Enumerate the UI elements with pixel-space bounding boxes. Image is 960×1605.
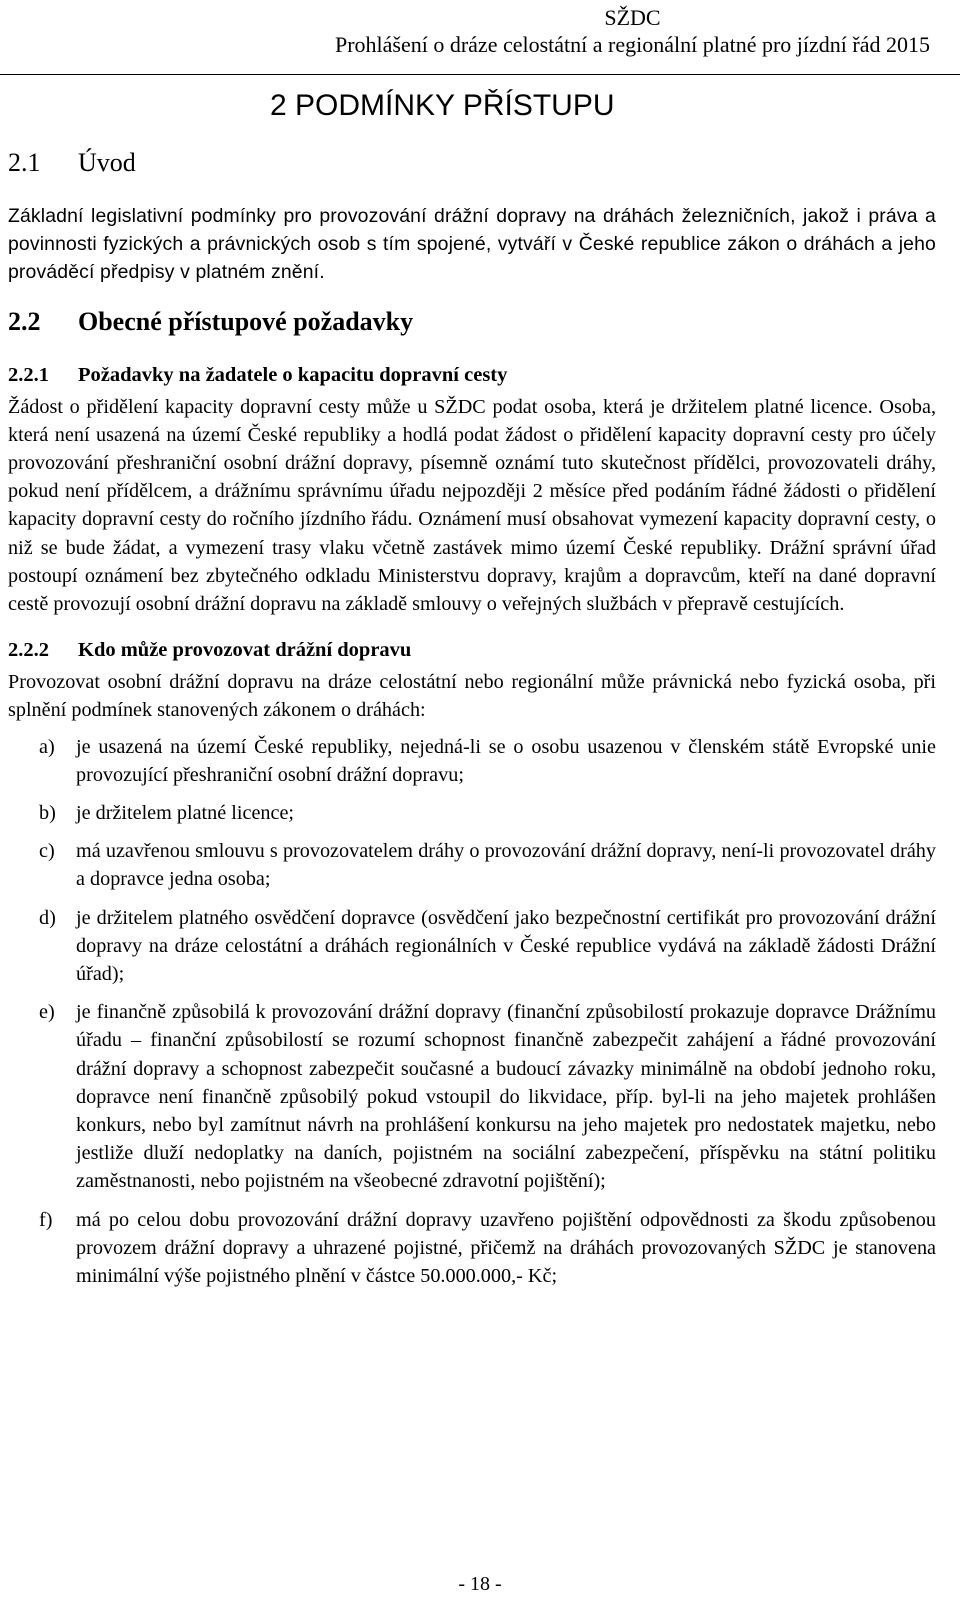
section-number: 2.1 [8,148,41,177]
section-number: 2.2 [8,306,41,336]
list-item-text: je držitelem platného osvědčení dopravce (osvědčení jako bezpečnostní certifikát pro provozování drážní dopravy na dráze celostátní a dráhách regionálních v České republice vydává na základě žádosti Drážní úřad); [76,906,936,986]
page-content [8,146,936,1300]
list-item-text: je finančně způsobilá k provozování drážní dopravy (finanční způsobilostí prokazuje dopravce Drážnímu úřadu – finanční způsobilostí se rozumí schopnost finančně zabezpečit zahájení a řádné provozování drážní dopravy a schopnost zabezpečit současné a budoucí závazky minimálně na období jednoho roku, dopravce není finančně způsobilý pokud vstoupil do likvidace, příp. byl-li na jeho majetek prohlášen konkurs, nebo byl zamítnut návrh na prohlášení konkursu na jeho majetek pro nedostatek majetku, nebo jestliže dluží nedoplatky na daních, pojistném na sociální zabezpečení, příspěvku na státní politiku zaměstnanosti, nebo pojistném na všeobecné zdravotní pojištění); [76,1001,936,1193]
list-marker: d) [39,906,56,929]
intro-paragraph: Základní legislativní podmínky pro provozování drážní dopravy na dráhách železničních, jakož i práva a povinnosti fyzických a právnických osob s tím spojené, vytváří v České republice zákon o dráhách a jeho prováděcí předpisy v platném znění. [8,205,936,284]
list-item [8,998,936,1195]
section-number: 2.2.2 [8,639,49,662]
section-title: Úvod [78,148,136,177]
list-item-text: má po celou dobu provozování drážní dopravy uzavřeno pojištění odpovědnosti za škodu způsobenou provozem drážní dopravy a uhrazené pojistné, přičemž na dráhách provozovaných SŽDC je stanovena minimální výše pojistného plnění v částce 50.000.000,- Kč; [76,1208,936,1288]
list-item-text: je usazená na území České republiky, nejedná-li se o osobu usazenou v členském státě Evropské unie provozující přeshraniční osobní drážní dopravu; [76,735,936,786]
applicant-requirements-paragraph: Žádost o přidělení kapacity dopravní cesty může u SŽDC podat osoba, která je držitelem platné licence. Osoba, která není usazená na území České republiky a hodlá podat žádost o přidělení kapacity dopravní cesty pro účely provozování přeshraniční osobní drážní dopravy, písemně oznámí tuto skutečnost přídělci, provozovateli dráhy, pokud není přídělcem, a drážnímu správnímu úřadu nejpozději 2 měsíce před podáním řádné žádosti o přidělení kapacity dopravní cesty do ročního jízdního řádu. Oznámení musí obsahovat vymezení kapacity dopravní cesty, o niž se bude žádat, a vymezení trasy vlaku včetně zastávek mimo území České republiky. Drážní správní úřad postoupí oznámení bez zbytečného odkladu Ministerstvu dopravy, krajům a dopravcům, kteří na dané dopravní cestě provozují osobní drážní dopravu na základě smlouvy o veřejných službách v přepravě cestujících. [8,395,936,616]
list-item [8,733,936,789]
section-title: Kdo může provozovat drážní dopravu [78,639,412,662]
operator-conditions-intro: Provozovat osobní drážní dopravu na dráze celostátní nebo regionální může právnická nebo fyzická osoba, při splnění podmínek stanovených zákonem o dráhách: [8,671,936,722]
list-item [8,904,936,989]
list-item-text: má uzavřenou smlouvu s provozovatelem dráhy o provozování drážní dopravy, není-li provozovatel dráhy a dopravce jedna osoba; [76,840,936,891]
section-title: Požadavky na žadatele o kapacitu dopravní cesty [78,363,508,386]
page-header [335,4,930,58]
conditions-list [8,733,936,1291]
section-heading-2-2-1 [8,361,936,389]
header-document-title: Prohlášení o dráze celostátní a regionální platné pro jízdní řád 2015 [334,32,930,57]
section-heading-2-1 [8,146,936,180]
list-marker: a) [39,735,55,758]
list-marker: f) [39,1208,53,1231]
section-heading-2-2-2 [8,636,936,664]
list-marker: c) [39,840,55,863]
section-heading-2-2 [8,305,936,339]
list-item-text: je držitelem platné licence; [76,802,295,825]
chapter-title: 2 PODMÍNKY PŘÍSTUPU [270,89,615,122]
list-item [8,799,936,827]
header-organization: SŽDC [604,5,661,30]
list-marker: b) [39,802,56,825]
list-item [8,837,936,893]
section-number: 2.2.1 [8,363,49,386]
list-marker: e) [39,1001,55,1024]
header-divider [0,74,960,75]
page-number: - 18 - [458,1573,502,1595]
list-item [8,1206,936,1291]
section-title: Obecné přístupové požadavky [78,306,414,336]
